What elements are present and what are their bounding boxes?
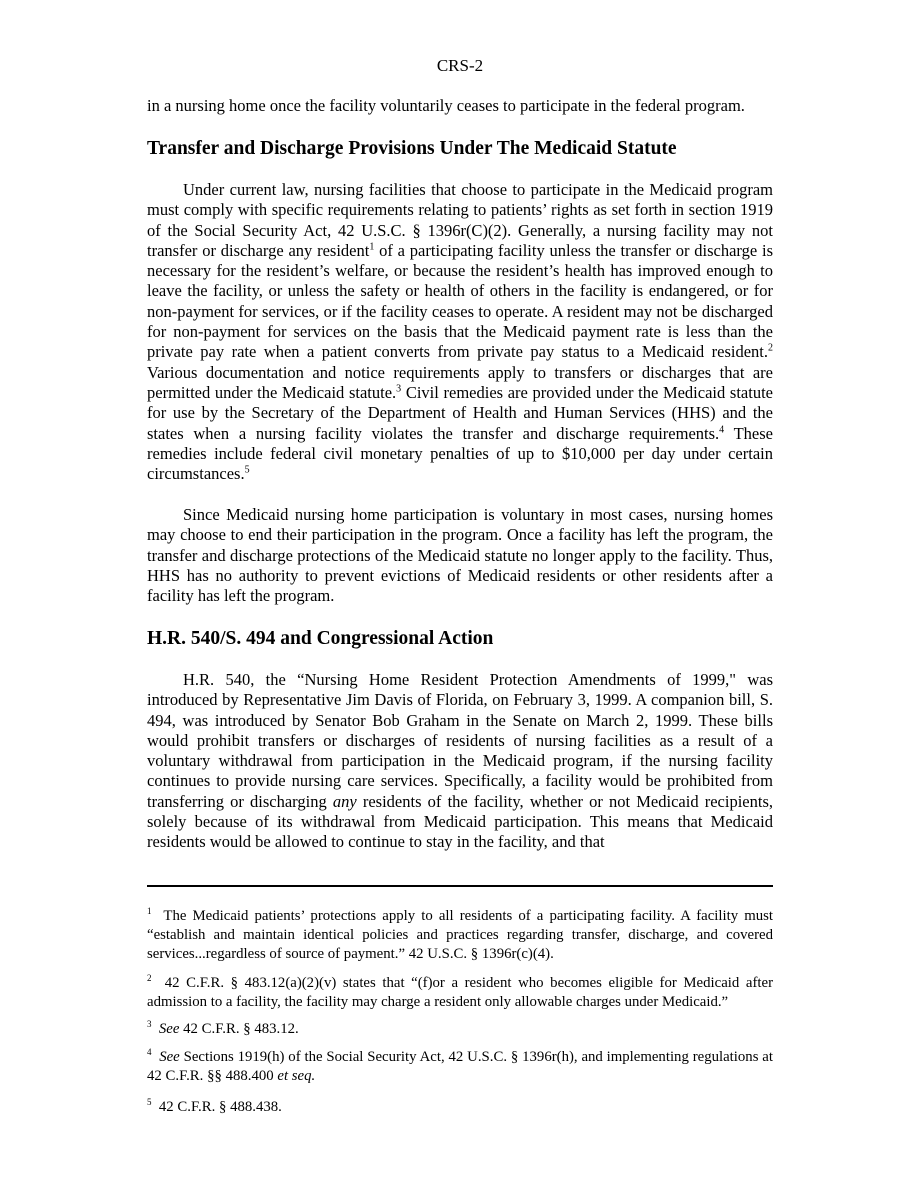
footnote-5: $^5$ 42 C.F.R. § 488.438.: [147, 1097, 282, 1115]
page-header: CRS-2: [436, 56, 484, 75]
footnote-4: $^4$ See Sections 1919(h) of the Social Security Act, 42 U.S.C. § 1396r(h), and implementing regulations at 42 C.F.R. §§ 488.400 et seq.: [147, 1047, 773, 1084]
footnote-1: $^1$ The Medicaid patients’ protections apply to all residents of a participating facility. A facility must “establish and maintain identical policies and practices regarding transfer, discharge, and covered services...regardless of source of payment.” 42 U.S.C. § 1396r(c)(4).: [147, 906, 773, 962]
footnote-ref-4[interactable]: 4: [719, 424, 725, 436]
intro-continuation: in a nursing home once the facility voluntarily ceases to participate in the federal program.: [147, 96, 745, 115]
footnote-divider: [147, 885, 773, 887]
paragraph-hr540: H.R. 540, the “Nursing Home Resident Protection Amendments of 1999," was introduced by Representative Jim Davis of Florida, on February 3, 1999. A companion bill, S. 494, was introduced by Senator Bob Graham in the Senate on March 2, 1999. These bills would prohibit transfers or discharges of residents of nursing facilities as a result of a voluntary withdrawal from participation in the Medicaid program, if the nursing facility continues to provide nursing care services. Specifically, a facility would be prohibited from transferring or discharging any residents of the facility, whether or not Medicaid recipients, solely because of its withdrawal from Medicaid participation. This means that Medicaid residents would be allowed to continue to stay in the facility, and that: [147, 670, 773, 852]
section-heading-transfer-discharge: Transfer and Discharge Provisions Under The Medicaid Statute: [147, 138, 677, 159]
footnote-ref-5[interactable]: 5: [244, 464, 250, 476]
paragraph-current-law: Under current law, nursing facilities that choose to participate in the Medicaid program must comply with specific requirements relating to patients’ rights as set forth in section 1919 of the Social Security Act, 42 U.S.C. § 1396r(C)(2). Generally, a nursing facility may not transfer or discharge any resident$^1$ of a participating facility unless the transfer or discharge is necessary for the resident’s welfare, or because the resident’s health has improved enough to leave the facility, or unless the safety or health of others in the facility is endangered, or for non-payment for services, or if the facility ceases to operate. A resident may not be discharged for non-payment for services on the basis that the Medicaid payment rate is less than the private pay rate when a patient converts from private pay status to a Medicaid resident.$^2$ Various documentation and notice requirements apply to transfers or discharges that are permitted under the Medicaid statute.$^3$ Civil remedies are provided under the Medicaid statute for use by the Secretary of the Department of Health and Human Services (HHS) and the states when a nursing facility violates the transfer and discharge requirements.$^4$ These remedies include federal civil monetary penalties of up to $10,000 per day under certain circumstances.$^5$: [147, 180, 774, 484]
footnote-ref-1[interactable]: 1: [369, 241, 375, 253]
section-heading-hr540: H.R. 540/S. 494 and Congressional Action: [147, 628, 494, 649]
footnote-ref-3[interactable]: 3: [396, 383, 402, 395]
footnote-3: $^3$ See 42 C.F.R. § 483.12.: [147, 1019, 299, 1037]
footnote-2: $^2$ 42 C.F.R. § 483.12(a)(2)(v) states that “(f)or a resident who becomes eligible for Medicaid after admission to a facility, the facility may charge a resident only allowable charges under Medicaid.”: [147, 973, 773, 1010]
paragraph-voluntary-participation: Since Medicaid nursing home participation is voluntary in most cases, nursing homes may choose to end their participation in the program. Once a facility has left the program, the transfer and discharge protections of the Medicaid statute no longer apply to the facility. Thus, HHS has no authority to prevent evictions of Medicaid residents or other residents after a facility has left the program.: [147, 505, 773, 606]
footnote-ref-2[interactable]: 2: [768, 342, 773, 354]
